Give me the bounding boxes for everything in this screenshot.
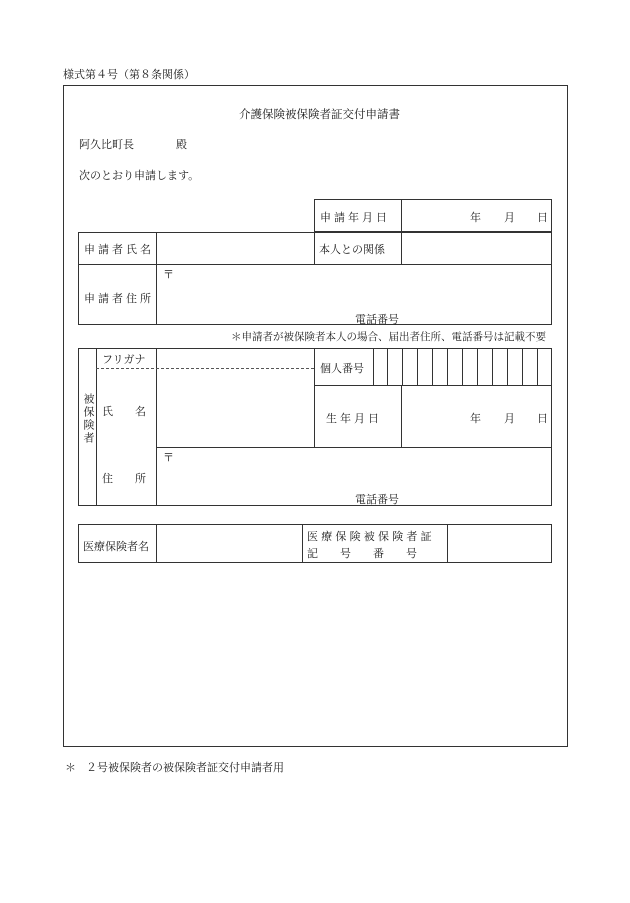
insured-section-label: 被保険者 [82, 393, 95, 445]
footnote-mark: ＊ [65, 761, 76, 774]
medical-insurer-label: 医療保険者名 [83, 540, 149, 553]
insured-name-field[interactable] [158, 371, 313, 445]
form-title: 介護保険被保険者証交付申請書 [239, 107, 400, 121]
personal-number-label: 個人番号 [320, 362, 364, 375]
insured-postal-mark: 〒 [163, 451, 174, 464]
medical-insurer-field[interactable] [158, 526, 301, 561]
applicant-address-field[interactable] [158, 280, 550, 308]
insured-address-field[interactable] [158, 463, 550, 489]
footnote-text: ２号被保険者の被保険者証交付申請者用 [86, 761, 284, 774]
insured-name-label: 氏 名 [102, 405, 146, 418]
birth-date-year: 年 [470, 412, 481, 425]
furigana-label: フリガナ [102, 353, 146, 366]
relation-label: 本人との関係 [319, 243, 385, 256]
application-date-day: 日 [537, 211, 548, 224]
addressee-honorific: 殿 [176, 138, 187, 151]
application-date-month: 月 [504, 211, 515, 224]
application-date-year: 年 [470, 211, 481, 224]
applicant-phone-label: 電話番号 [355, 313, 399, 326]
personal-number-field[interactable] [374, 349, 551, 384]
birth-date-label: 生年月日 [326, 412, 382, 425]
cert-number-field[interactable] [449, 526, 550, 561]
cert-label-line1: 医療保険被保険者証 [307, 530, 435, 543]
applicant-address-label: 申請者住所 [84, 292, 154, 305]
applicant-postal-mark: 〒 [163, 268, 174, 281]
birth-date-day: 日 [537, 412, 548, 425]
insured-address-label: 住 所 [102, 472, 146, 485]
insured-phone-label: 電話番号 [355, 493, 399, 506]
relation-field[interactable] [403, 234, 550, 262]
cert-label-line2: 記 号 番 号 [307, 547, 417, 560]
intro-text: 次のとおり申請します。 [79, 169, 200, 182]
applicant-note: ＊申請者が被保険者本人の場合、届出者住所、電話番号は記載不要 [231, 331, 546, 343]
application-date-label: 申請年月日 [320, 211, 390, 224]
applicant-name-field[interactable] [158, 234, 313, 262]
furigana-field[interactable] [158, 350, 313, 367]
form-number: 様式第４号（第８条関係） [63, 68, 195, 81]
birth-date-month: 月 [504, 412, 515, 425]
addressee-name: 阿久比町長 [79, 138, 134, 151]
applicant-name-label: 申請者氏名 [84, 243, 154, 256]
